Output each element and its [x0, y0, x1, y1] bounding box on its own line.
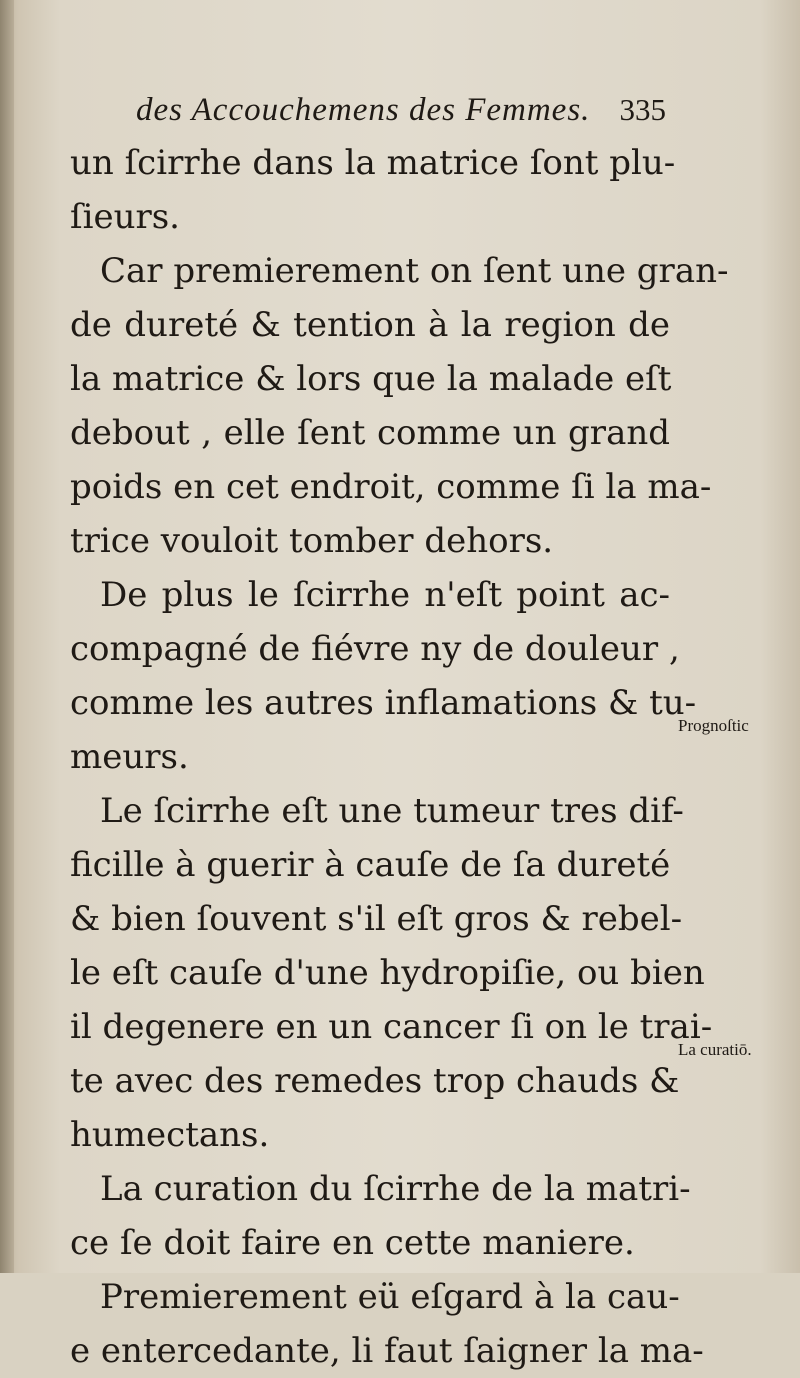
text-line: te avec des remedes trop chauds & [70, 1061, 680, 1101]
text-line: Premierement eü eſgard à la cau- [100, 1277, 680, 1317]
page-number: 335 [619, 92, 666, 127]
text-line: De plus le ſcirrhe n'eſt point ac- [100, 575, 670, 615]
text-line: e entercedante, li faut ſaigner la ma- [70, 1331, 704, 1371]
text-line: il degenere en un cancer ſi on le trai- [70, 1007, 713, 1047]
binding-gutter [0, 0, 14, 1273]
margin-note-curation: La curatiō. [678, 1040, 752, 1059]
text-line: la matrice & lors que la malade eſt [70, 359, 672, 399]
text-line: poids en cet endroit, comme ſi la ma- [70, 467, 712, 507]
text-line: meurs. [70, 737, 189, 777]
text-line: ſieurs. [70, 197, 180, 237]
margin-note-prognostic: Prognoſtic [678, 716, 749, 735]
text-line: humectans. [70, 1115, 270, 1155]
text-line: La curation du ſcirrhe de la matri- [100, 1169, 691, 1209]
text-line: Car premierement on ſent une gran- [100, 251, 729, 291]
text-line: ce ſe doit faire en cette maniere. [70, 1223, 635, 1263]
text-line: debout , elle ſent comme un grand [70, 413, 670, 453]
text-line: Le ſcirrhe eſt une tumeur tres dif- [100, 791, 684, 831]
text-line: comme les autres inflamations & tu- [70, 683, 697, 723]
text-line: trice vouloit tomber dehors. [70, 521, 554, 561]
text-line: un ſcirrhe dans la matrice ſont plu- [70, 143, 676, 183]
text-line: ficille à guerir à cauſe de ſa dureté [70, 845, 671, 885]
running-title: des Accouchemens des Femmes. [136, 92, 591, 128]
text-line: & bien ſouvent s'il eſt gros & rebel- [70, 899, 683, 939]
page-header [136, 92, 666, 136]
text-line: de dureté & tention à la region de [70, 305, 670, 345]
text-line: compagné de fiévre ny de douleur , [70, 629, 680, 669]
text-line: le eſt cauſe d'une hydropiſie, ou bien [70, 953, 705, 993]
